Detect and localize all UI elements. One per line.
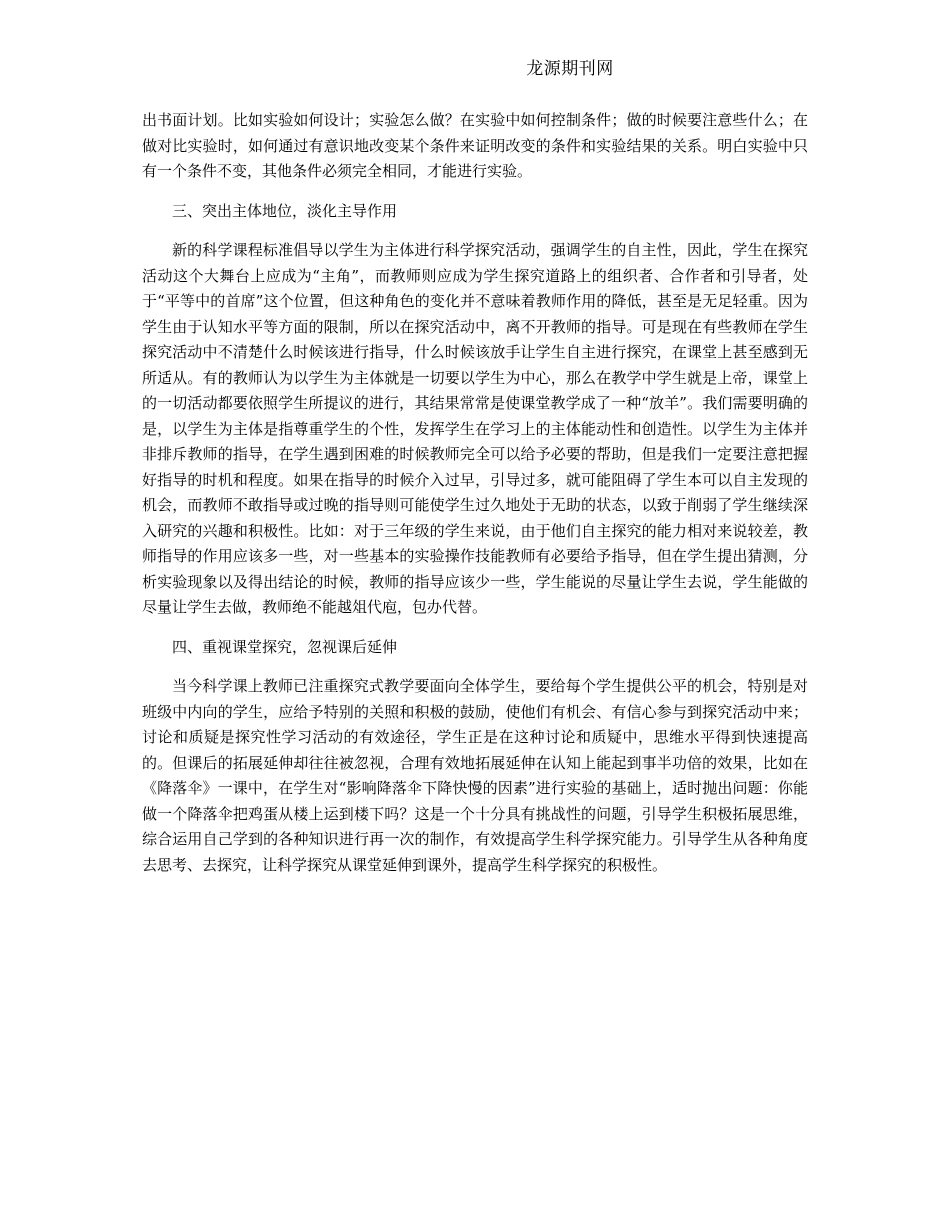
section-heading-3: 三、突出主体地位，淡化主导作用 (172, 201, 398, 220)
paragraph-section-4: 当今科学课上教师已注重探究式教学要面向全体学生，要给每个学生提供公平的机会，特别是对班级中内向的学生，应给予特别的关照和积极的鼓励，使他们有机会、有信心参与到探究活动中来；讨论和质疑是探究性学习活动的有效途径，学生正是在这种讨论和质疑中，思维水平得到快速提高的。但课后的拓展延伸却往往被忽视，合理有效地拓展延伸在认知上能起到事半功倍的效果，比如在《降落伞》一课中，在学生对“影响降落伞下降快慢的因素”进行实验的基础上，适时抛出问题：你能做一个降落伞把鸡蛋从楼上运到楼下吗？这是一个十分具有挑战性的问题，引导学生积极拓展思维，综合运用自己学到的各种知识进行再一次的制作，有效提高学生科学探究能力。引导学生从各种角度去思考、去探究，让科学探究从课堂延伸到课外，提高学生科学探究的积极性。 (142, 677, 808, 874)
page-header (0, 54, 950, 79)
section-heading-4: 四、重视课堂探究，忽视课后延伸 (172, 637, 398, 656)
site-name: 龙源期刊网 (526, 59, 614, 79)
paragraph-section-3: 新的科学课程标准倡导以学生为主体进行科学探究活动，强调学生的自主性，因此，学生在探究活动这个大舞台上应成为“主角”，而教师则应成为学生探究道路上的组织者、合作者和引导者，处于“平等中的首席”这个位置，但这种角色的变化并不意味着教师作用的降低，甚至是无足轻重。因为学生由于认知水平等方面的限制，所以在探究活动中，离不开教师的指导。可是现在有些教师在学生探究活动中不清楚什么时候该进行指导，什么时候该放手让学生自主进行探究，在课堂上甚至感到无所适从。有的教师认为以学生为主体就是一切要以学生为中心，那么在教学中学生就是上帝，课堂上的一切活动都要依照学生所提议的进行，其结果常常是使课堂教学成了一种“放羊”。我们需要明确的是，以学生为主体是指尊重学生的个性，发挥学生在学习上的主体能动性和创造性。以学生为主体并非排斥教师的指导，在学生遇到困难的时候教师完全可以给予必要的帮助，但是我们一定要注意把握好指导的时机和程度。如果在指导的时候介入过早，引导过多，就可能阻碍了学生本可以自主发现的机会，而教师不敢指导或过晚的指导则可能使学生过久地处于无助的状态，以致于削弱了学生继续深入研究的兴趣和积极性。比如：对于三年级的学生来说，由于他们自主探究的能力相对来说较差，教师指导的作用应该多一些，对一些基本的实验操作技能教师有必要给予指导，但在学生提出猜测，分析实验现象以及得出结论的时候，教师的指导应该少一些，学生能说的尽量让学生去说，学生能做的尽量让学生去做，教师绝不能越俎代庖，包办代替。 (142, 241, 808, 616)
paragraph-continuation: 出书面计划。比如实验如何设计；实验怎么做？在实验中如何控制条件；做的时候要注意些什么；在做对比实验时，如何通过有意识地改变某个条件来证明改变的条件和实验结果的关系。明白实验中只有一个条件不变，其他条件必须完全相同，才能进行实验。 (142, 111, 808, 180)
article-body (142, 108, 808, 892)
